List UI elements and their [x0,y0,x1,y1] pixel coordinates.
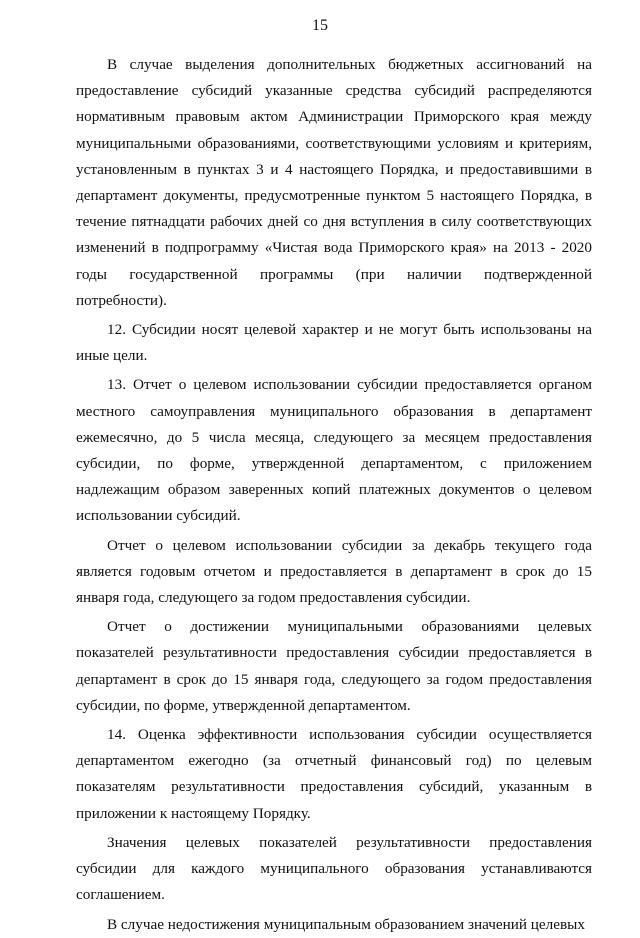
paragraph-14-efficiency-assessment: 14. Оценка эффективности использования субсидии осуществляется департаментом ежегодно (за отчетный финансовый год) по целевым показателям результативности предоставления субсидий, указанным в приложении к настоящему Порядку. [76,726,592,822]
paragraph-non-achievement: В случае недостижения муниципальным образованием значений целевых [107,915,585,933]
paragraph-additional-allocations: В случае выделения дополнительных бюджетных ассигнований на предоставление субсидий указанные средства субсидий распределяются нормативным правовым актом Администрации Приморского края между муниципальными образованиями, соответствующими условиям и критериям, установленным в пунктах 3 и 4 настоящего Порядка, и предоставившими в департамент документы, предусмотренные пунктом 5 настоящего Порядка, в течение пятнадцати рабочих дней со дня вступления в силу соответствующих изменений в подпрограмму «Чистая вода Приморского края» на 2013 - 2020 годы государственной программы (при наличии подтвержденной потребности). [76,56,592,309]
paragraph-13-usage-report: 13. Отчет о целевом использовании субсидии предоставляется органом местного самоуправления муниципального образования в департамент ежемесячно, до 5 числа месяца, следующего за месяцем предоставления субсидии, по форме, утвержденной департаментом, с приложением надлежащим образом заверенных копий платежных документов о целевом использовании субсидий. [76,376,592,525]
paragraph-december-report: Отчет о целевом использовании субсидии за декабрь текущего года является годовым отчетом и предоставляется в департамент в срок до 15 января года, следующего за годом предоставления субсидии. [76,536,592,607]
paragraph-12-target-purpose: 12. Субсидии носят целевой характер и не могут быть использованы на иные цели. [76,321,592,365]
document-body [76,52,592,938]
page-number: 15 [312,17,328,34]
paragraph-indicator-values: Значения целевых показателей результативности предоставления субсидии для каждого муниципального образования устанавливаются соглашением. [76,833,592,904]
paragraph-performance-indicators-report: Отчет о достижении муниципальными образованиями целевых показателей результативности предоставления субсидии предоставляется в департамент в срок до 15 января года, следующего за годом предоставления субсидии, по форме, утвержденной департаментом. [76,618,592,714]
